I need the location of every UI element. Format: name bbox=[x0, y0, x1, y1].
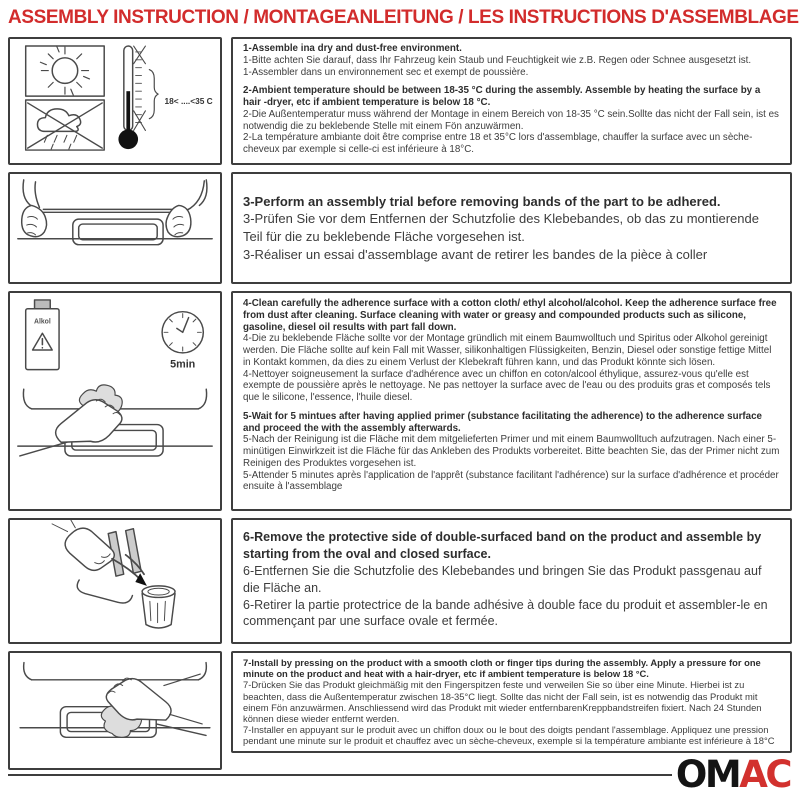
right-hand-icon bbox=[166, 205, 191, 236]
step4-fr: 4-Nettoyer soigneusement la surface d'adhérence avec un chiffon en coton/alcool éthylique, assurez-vous qu'elle est exempte de poussière après le nettoyage. Ne pas nettoyer la surface avec de l'eau ou des produits gras et composés tels que le silicone, l'essence, l'huile diesel. bbox=[243, 368, 771, 403]
footer-rule bbox=[8, 774, 672, 776]
peel-band-icon bbox=[10, 520, 220, 642]
brace bbox=[149, 70, 158, 119]
step2-en: 2-Ambient temperature should be between 18-35 °C during the assembly. Assemble by heating the surface by a hair -dryer, etc if ambient temperature is below 18 °C. bbox=[243, 85, 761, 108]
step6-fr: 6-Retirer la partie protectrice de la bande adhésive à double face du produit et assembler-le en commençant par une surface ovale et fermée. bbox=[243, 597, 768, 629]
row-assembly-trial bbox=[8, 172, 792, 284]
step7-en: 7-Install by pressing on the product with a smooth cloth or finger tips during the assembly. Apply a pressure for one minute on the product and heat with a hair-dryer, etc if ambient temperature is below 18 °C. bbox=[243, 657, 761, 680]
left-hand-icon bbox=[22, 205, 47, 236]
temp-range-label: 18< ....<35 C bbox=[164, 95, 213, 106]
omac-logo bbox=[675, 753, 792, 796]
cross-out bbox=[28, 103, 103, 148]
press-install-icon bbox=[10, 653, 220, 768]
row-press-install bbox=[8, 651, 792, 770]
illustration-trial-fit bbox=[8, 172, 222, 284]
cleaning-icon bbox=[10, 293, 220, 509]
page-title: ASSEMBLY INSTRUCTION / MONTAGEANLEITUNG / LES INSTRUCTIONS D'ASSEMBLAGE bbox=[8, 7, 799, 28]
step1-fr: 1-Assembler dans un environnement sec et exempt de poussière. bbox=[243, 66, 529, 78]
step5-de: 5-Nach der Reinigung ist die Fläche mit dem mitgelieferten Primer und mit einem Baumwolltuch aufzutragen. Nach einer 5-minütigen Einwirkzeit ist die Fläche für das Ankleben des Produkts vorbereitet. Bitte beachten Sie, das der Primer nicht zum Reinigen des Produktes vorgesehen ist. bbox=[243, 434, 780, 469]
step6-en: 6-Remove the protective side of double-surfaced band on the product and assemble by starting from the oval and closed surface. bbox=[243, 530, 762, 561]
climate-thermometer-icon bbox=[10, 39, 220, 163]
row-remove-band bbox=[8, 518, 792, 644]
steps-1-2-text bbox=[231, 37, 792, 165]
step4-en: 4-Clean carefully the adherence surface with a cotton cloth/ ethyl alcohol/alcohol. Keep the adherence surface free from dust after cleaning. Surface cleaning with water or greasy and compounded products such as silicone, gasoline, diesel oil results with part fall down. bbox=[243, 298, 777, 333]
step7-de: 7-Drücken Sie das Produkt gleichmäßig mit den Fingerspitzen feste und verweilen Sie so über eine Minute. Hierbei ist zu beachten, dass die Außentemperatur zwischen 18-35°C liegt. Sollte das nicht der Fall sein, ist es notwendig das Produkt mit einem Fön anzuwärmen. Anschliessend wird das Produkt mit wieder entfernbarenKreppbandstreifen fixiert. Nach 24 Stunden können diese wieder entfernt werden. bbox=[243, 679, 762, 724]
row-clean-primer bbox=[8, 291, 792, 511]
step2-fr: 2-La température ambiante doit être comprise entre 18 et 35°C lors d'assemblage, chauffer la surface avec un sèche-cheveux par exemple si celle-ci est inférieure à 18°C. bbox=[243, 132, 753, 155]
step1-en: 1-Assemble ina dry and dust-free environment. bbox=[243, 43, 462, 54]
illustration-climate bbox=[8, 37, 222, 165]
logo-text-black: OM bbox=[675, 753, 740, 796]
step3-en: 3-Perform an assembly trial before removing bands of the part to be adhered. bbox=[243, 193, 721, 209]
illustration-peel-band bbox=[8, 518, 222, 644]
illustration-cleaning bbox=[8, 291, 222, 511]
step-6-text bbox=[231, 518, 792, 644]
trial-fit-icon bbox=[10, 174, 220, 282]
bottle-cap bbox=[35, 300, 51, 309]
step5-fr: 5-Attender 5 minutes après l'application de l'apprêt (substance facilitant l'adhérence) sur la surface d'adhérence et procéder ensuite à l'assemblage bbox=[243, 469, 779, 493]
illustration-press bbox=[8, 651, 222, 770]
steps-4-5-text bbox=[231, 291, 792, 511]
step1-de: 1-Bitte achten Sie darauf, dass Ihr Fahrzeug kein Staub und Feuchtigkeit wie z.B. Regen oder Schnee ausgesetzt ist. bbox=[243, 54, 752, 66]
bottle-label: Alkol bbox=[33, 318, 51, 326]
hand-icon bbox=[65, 528, 114, 570]
clock-label: 5min bbox=[170, 358, 196, 371]
step5-en: 5-Wait for 5 mintues after having applied primer (substance facilitating the adherence) to the adherence surface and proceed the with the assembly afterwards. bbox=[243, 410, 762, 434]
step6-de: 6-Entfernen Sie die Schutzfolie des Klebebandes und bringen Sie das Produkt passgenau auf die Fläche an. bbox=[243, 563, 762, 595]
logo-text-red: AC bbox=[739, 753, 790, 796]
step2-de: 2-Die Außentemperatur muss während der Montage in einem Bereich von 18-35 °C sein.Sollte das nicht der Fall sein, ist es notwendig die zu beklebende Stelle mit einem Fön anzuwärmen. bbox=[243, 108, 779, 132]
row-environment bbox=[8, 37, 792, 165]
rain-icon bbox=[44, 135, 76, 149]
step-3-text bbox=[231, 172, 792, 284]
step7-fr: 7-Installer en appuyant sur le produit avec un chiffon doux ou le bout des doigts pendant l'assemblage. Appliquez une pression pendant une minute sur le produit et chauffez avec un sèche-cheveux, exemple si la température ambiante est inférieure à 18°C bbox=[243, 724, 775, 747]
step3-de: 3-Prüfen Sie vor dem Entfernen der Schutzfolie des Klebebandes, ob das zu montierende Teil für die zu beklebende Fläche vorgesehen ist. bbox=[243, 211, 759, 244]
step3-fr: 3-Réaliser un essai d'assemblage avant de retirer les bandes de la pièce à coller bbox=[243, 246, 708, 262]
step-7-text bbox=[231, 651, 792, 753]
arrow-icon bbox=[135, 573, 147, 586]
sun-icon bbox=[52, 58, 78, 84]
step4-de: 4-Die zu beklebende Fläche sollte vor der Montage gründlich mit einem Baumwolltuch und Spiritus oder Alkohol gereinigt werden. Die Fläche sollte auf kein Fall mit Wasser, silikonhaltigen Flüssigkeiten, Benzin, Diesel oder sonstige fettige Mittel in Kontakt kommen, da dies zu einem Verlust der Klebekraft führen kann, und das Produkt könnte sich lösen. bbox=[243, 333, 772, 368]
footer bbox=[8, 753, 792, 796]
trash-bin-icon bbox=[142, 586, 175, 598]
